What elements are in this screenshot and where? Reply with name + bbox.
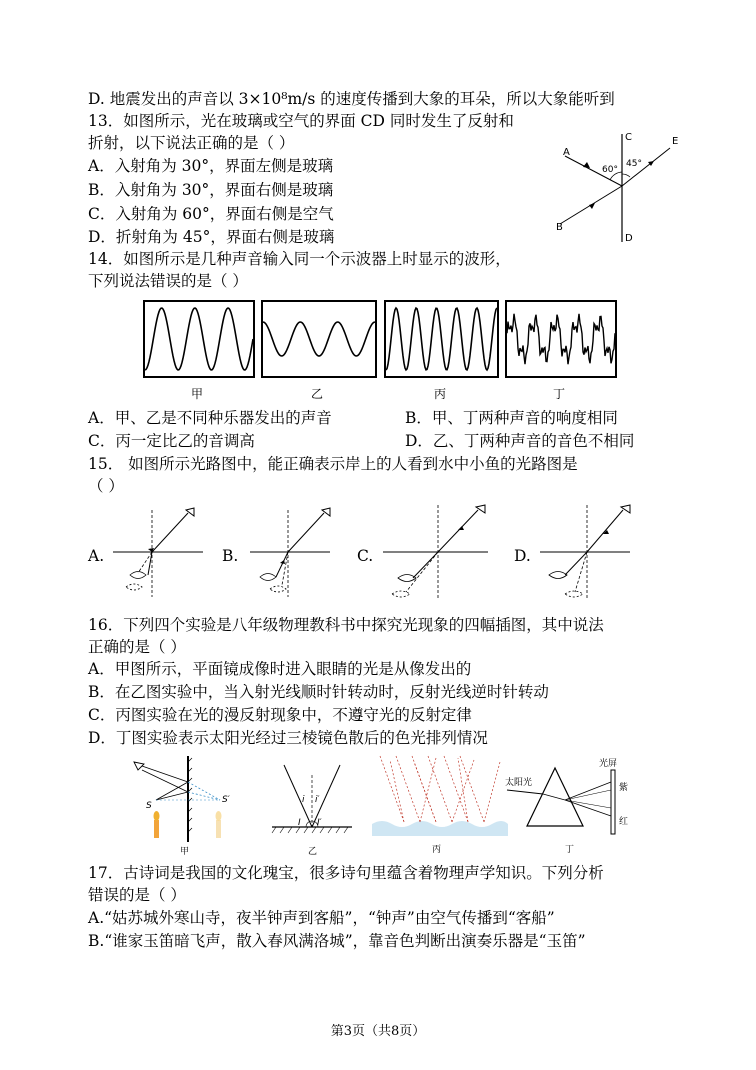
q14-option-c: C．丙一定比乙的音调高 (88, 432, 255, 450)
waveform-jia (143, 300, 255, 378)
q15-option-b-label: B. (222, 547, 239, 565)
label-i: i (302, 795, 305, 805)
q16-stem-2: 正确的是（ ） (88, 638, 186, 656)
label-jia: 甲 (180, 847, 190, 857)
q15-diagram-b (238, 505, 338, 600)
label-sunlight: 太阳光 (505, 778, 533, 788)
q13-option-a: A．入射角为 30°，界面左侧是玻璃 (88, 157, 334, 175)
label-d: D (625, 233, 633, 244)
q16-fig-ding-prism (503, 752, 643, 857)
label-red: 红 (619, 817, 629, 827)
q16-option-a: A．甲图所示，平面镜成像时进入眼睛的光是从像发出的 (88, 660, 472, 678)
q13-option-c: C．入射角为 60°，界面右侧是空气 (88, 205, 334, 223)
q16-fig-yi-reflection (262, 755, 362, 857)
label-big-i-prime: I′ (317, 818, 322, 828)
label-screen: 光屏 (599, 759, 618, 769)
q12-option-d: D. 地震发出的声音以 3×10⁸m/s 的速度传播到大象的耳朵，所以大象能听到 (88, 90, 615, 108)
q15-option-a-label: A. (88, 547, 105, 565)
angle-45: 45° (626, 159, 642, 169)
q17-option-a: A.“姑苏城外寒山寺，夜半钟声到客船”，“钟声”由空气传播到“客船” (88, 909, 555, 927)
q17-stem: 17．古诗词是我国的文化瑰宝，很多诗句里蕴含着物理声学知识。下列分析 (88, 864, 604, 882)
q16-option-c: C．丙图实验在光的漫反射现象中，不遵守光的反射定律 (88, 706, 472, 724)
waveform-ding (505, 300, 617, 378)
q14-option-b: B．甲、丁两种声音的响度相同 (405, 409, 618, 427)
label-yi: 乙 (310, 387, 323, 401)
q13-stem-2: 折射，以下说法正确的是（ ） (88, 134, 295, 152)
q14-option-a: A．甲、乙是不同种乐器发出的声音 (88, 409, 332, 427)
q13-refraction-diagram (550, 128, 690, 246)
q17-stem-2: 错误的是（ ） (88, 886, 186, 904)
label-c: C (625, 132, 632, 143)
q14-stem-2: 下列说法错误的是（ ） (88, 272, 248, 290)
label-big-i: I (298, 818, 301, 828)
q15-diagram-d (535, 500, 635, 605)
q16-option-b: B．在乙图实验中，当入射光线顺时针转动时，反射光线逆时针转动 (88, 683, 549, 701)
label-b: B (556, 222, 563, 233)
q15-option-c-label: C. (357, 547, 374, 565)
q13-option-b: B．入射角为 30°，界面右侧是玻璃 (88, 181, 334, 199)
label-i-prime: i′ (315, 795, 320, 805)
label-ding: 丁 (565, 845, 575, 855)
q15-stem-2: （ ） (88, 477, 124, 495)
q16-fig-jia-plane-mirror (128, 752, 246, 857)
q16-fig-bing-diffuse (370, 752, 510, 857)
label-s: S (146, 801, 152, 811)
label-a: A (563, 147, 570, 158)
q13-option-d: D．折射角为 45°，界面右侧是玻璃 (88, 228, 335, 246)
q14-option-d: D．乙、丁两种声音的音色不相同 (405, 432, 635, 450)
q16-option-d: D．丁图实验表示太阳光经过三棱镜色散后的色光排列情况 (88, 729, 488, 747)
q15-option-d-label: D. (514, 547, 531, 565)
label-e: E (672, 136, 679, 147)
label-violet: 紫 (619, 783, 629, 793)
waveform-yi (261, 300, 377, 378)
q13-stem: 13．如图所示，光在玻璃或空气的界面 CD 同时发生了反射和 (88, 112, 514, 130)
q15-diagram-a (108, 505, 208, 600)
angle-60: 60° (602, 165, 618, 175)
q17-option-b: B.“谁家玉笛暗飞声，散入春风满洛城”，靠音色判断出演奏乐器是“玉笛” (88, 932, 586, 950)
waveform-bing (384, 300, 499, 378)
q14-stem: 14．如图所示是几种声音输入同一个示波器上时显示的波形， (88, 250, 511, 268)
label-bing: 丙 (433, 387, 446, 401)
label-s-prime: S′ (222, 795, 230, 805)
label-bing: 丙 (432, 845, 442, 855)
label-ding: 丁 (552, 387, 565, 401)
page-footer: 第3页（共8页） (330, 1024, 426, 1039)
label-jia: 甲 (190, 387, 203, 401)
q15-diagram-c (378, 500, 493, 605)
q16-stem: 16．下列四个实验是八年级物理教科书中探究光现象的四幅插图，其中说法 (88, 616, 604, 634)
q15-stem: 15． 如图所示光路图中，能正确表示岸上的人看到水中小鱼的光路图是 (88, 455, 578, 473)
label-yi: 乙 (308, 847, 318, 857)
